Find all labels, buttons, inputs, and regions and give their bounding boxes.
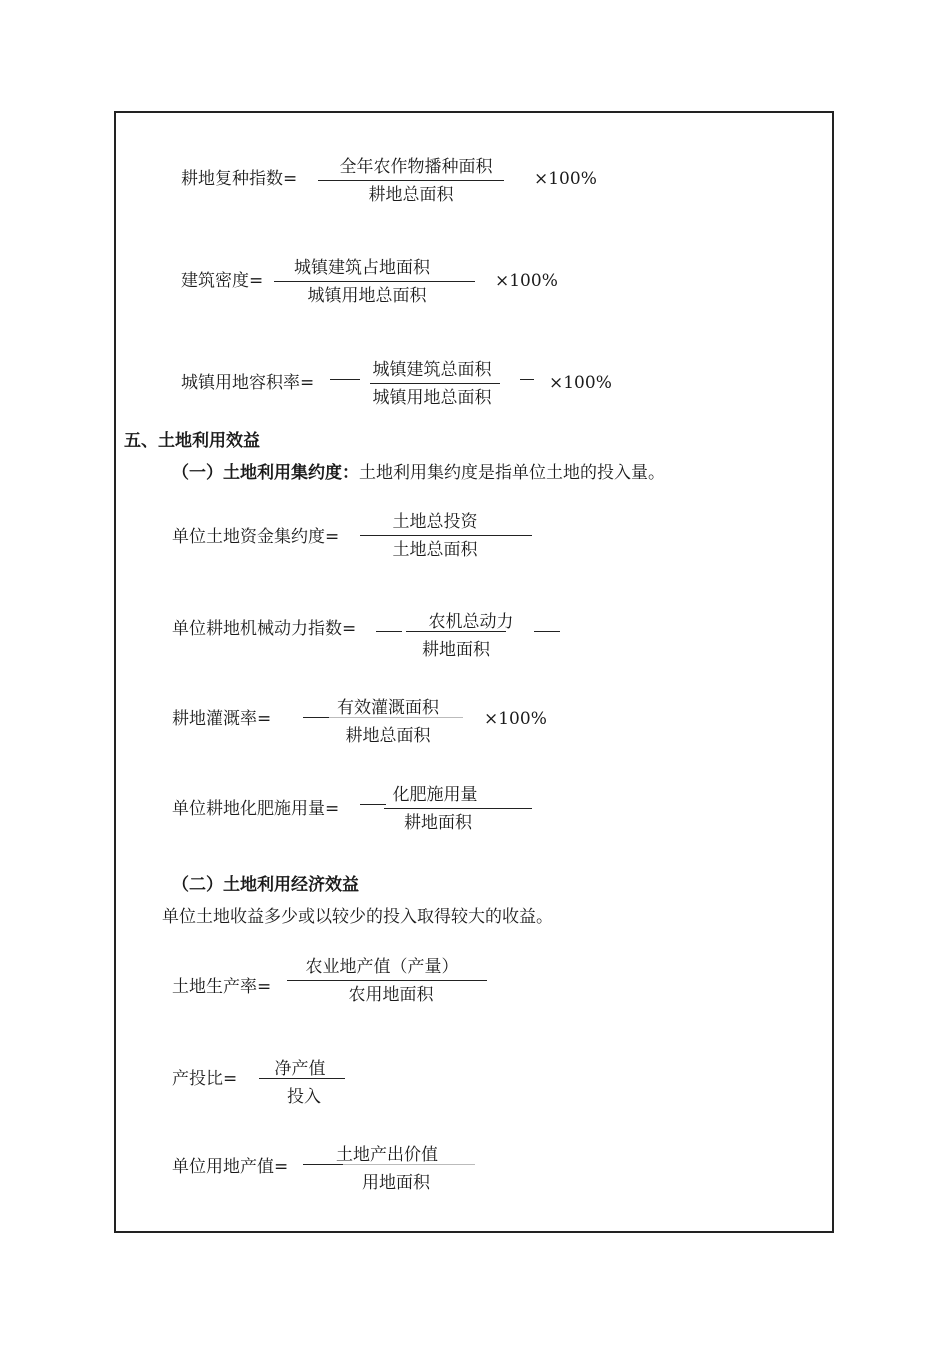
formula-label: 单位用地产值=	[172, 1157, 289, 1177]
subsection-text: 单位土地收益多少或以较少的投入取得较大的收益。	[162, 907, 553, 927]
fraction-bar	[287, 980, 487, 981]
formula-suffix: ×100%	[549, 373, 612, 393]
formula-label: 土地生产率=	[172, 977, 272, 997]
fraction-denominator: 用地面积	[362, 1173, 430, 1193]
fraction-bar	[343, 1164, 475, 1165]
subsection-intro	[172, 462, 665, 484]
formula-label: 耕地灌溉率=	[172, 709, 272, 729]
fraction-bar	[370, 383, 500, 384]
fraction-denominator: 耕地总面积	[368, 185, 454, 205]
fraction-denominator: 土地总面积	[392, 540, 478, 560]
fraction-bar	[376, 631, 402, 632]
fraction-numerator: 土地产出价值	[336, 1145, 438, 1165]
fraction-bar	[360, 535, 532, 536]
subsection-text: 土地利用集约度是指单位土地的投入量。	[359, 463, 665, 483]
fraction-numerator: 全年农作物播种面积	[339, 157, 493, 177]
fraction-bar	[329, 717, 463, 718]
fraction-numerator: 土地总投资	[392, 512, 478, 532]
fraction-numerator: 净产值	[274, 1059, 326, 1079]
formula-label: 耕地复种指数=	[181, 169, 298, 189]
fraction-bar	[303, 717, 329, 718]
fraction-numerator: 农业地产值（产量）	[305, 957, 459, 977]
formula-label: 城镇用地容积率=	[181, 373, 315, 393]
fraction-bar	[259, 1078, 345, 1079]
fraction-bar	[384, 808, 532, 809]
fraction-denominator: 农用地面积	[348, 985, 434, 1005]
formula-label: 建筑密度=	[181, 271, 264, 291]
subsection-heading: （二）土地利用经济效益	[172, 875, 359, 895]
fraction-numerator: 化肥施用量	[392, 785, 478, 805]
fraction-denominator: 耕地总面积	[345, 726, 431, 746]
fraction-denominator: 投入	[287, 1087, 321, 1107]
formula-suffix: ×100%	[534, 169, 597, 189]
fraction-bar	[318, 180, 504, 181]
fraction-numerator: 有效灌溉面积	[337, 698, 439, 718]
fraction-numerator: 农机总动力	[428, 612, 514, 632]
fraction-bar	[406, 631, 506, 632]
fraction-denominator: 城镇用地总面积	[307, 286, 427, 306]
formula-label: 单位土地资金集约度=	[172, 527, 340, 547]
fraction-denominator: 耕地面积	[422, 640, 490, 660]
fraction-bar	[534, 631, 560, 632]
fraction-numerator: 城镇建筑总面积	[372, 360, 492, 380]
fraction-bar	[274, 281, 475, 282]
formula-label: 单位耕地机械动力指数=	[172, 619, 357, 639]
fraction-bar	[520, 379, 534, 380]
fraction-numerator: 城镇建筑占地面积	[294, 258, 430, 278]
fraction-bar	[330, 379, 360, 380]
formula-suffix: ×100%	[495, 271, 558, 291]
fraction-bar	[360, 804, 386, 805]
formula-label: 单位耕地化肥施用量=	[172, 799, 340, 819]
fraction-bar	[303, 1164, 343, 1165]
formula-label: 产投比=	[172, 1069, 238, 1089]
fraction-denominator: 耕地面积	[404, 813, 472, 833]
subsection-heading: （一）土地利用集约度：	[172, 463, 359, 483]
formula-suffix: ×100%	[484, 709, 547, 729]
section-heading: 五、土地利用效益	[124, 431, 260, 451]
fraction-denominator: 城镇用地总面积	[372, 388, 492, 408]
